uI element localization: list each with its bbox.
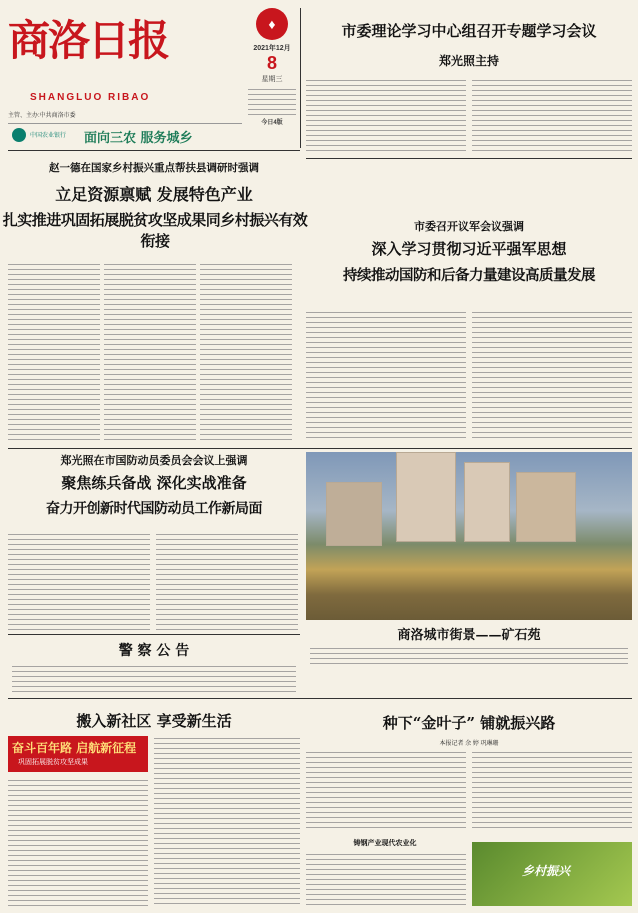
corner-text: 乡村振兴 [522, 864, 571, 878]
top-article-text [306, 78, 466, 154]
defense-headline-2: 奋力开创新时代国防动员工作新局面 [46, 501, 262, 517]
banner-text: 奋斗百年路 启航新征程 [12, 741, 137, 755]
photo-caption: 商洛城市街景——矿石苑 [397, 628, 541, 643]
centenary-banner [8, 736, 148, 772]
rural-revitalize-corner [472, 842, 632, 906]
bank-ad [8, 123, 242, 145]
mil-headline-1: 深入学习贯彻习近平强军思想 [371, 240, 567, 258]
notice-title: 警 察 公 告 [118, 643, 190, 659]
leaf-byline: 本报记者 余 婷 巩琳珊 [439, 741, 499, 747]
mil-kicker: 市委召开议军会议强调 [414, 220, 524, 233]
top-article-text-2 [472, 78, 632, 154]
mil-headline-2: 持续推动国防和后备力量建设高质量发展 [343, 267, 595, 284]
leaf-column-head: 铸钢产业现代农业化 [353, 838, 417, 847]
masthead-title: 商洛日报 [8, 16, 169, 65]
day-number: 8 [266, 53, 277, 73]
lead-kicker: 赵一德在国家乡村振兴重点帮扶县调研时强调 [49, 162, 259, 174]
defense-kicker: 郑光照在市国防动员委员会会议上强调 [60, 454, 248, 467]
defense-headline-1: 聚焦练兵备战 深化实战准备 [61, 474, 247, 492]
weekday: 星期三 [261, 76, 283, 83]
lead-headline-1: 立足资源禀赋 发展特色产业 [55, 185, 253, 204]
bank-logo-icon [12, 128, 26, 142]
bank-slogan: 面向三农 服务城乡 [84, 131, 193, 146]
move-headline: 搬入新社区 享受新生活 [76, 712, 232, 730]
date-box [248, 8, 296, 126]
sponsor-text: 主管、主办:中共商洛市委 [8, 113, 76, 119]
top-headline: 市委理论学习中心组召开专题学习会议 [341, 22, 597, 40]
banner-subtext: 巩固拓展脱贫攻坚成果 [18, 758, 88, 766]
paper-logo-icon: ♦ [256, 8, 288, 40]
leaf-headline: 种下“金叶子” 铺就振兴路 [382, 714, 556, 732]
issue-pages: 今日4版 [261, 120, 283, 126]
top-subhead: 郑光照主持 [438, 54, 499, 68]
masthead-pinyin: SHANGLUO RIBAO [30, 92, 151, 103]
lead-headline-2: 扎实推进巩固拓展脱贫攻坚成果同乡村振兴有效衔接 [2, 211, 308, 250]
street-photo [306, 452, 632, 620]
date-text: 2021年12月 [253, 45, 291, 52]
bank-name: 中国农业银行 [30, 133, 67, 139]
